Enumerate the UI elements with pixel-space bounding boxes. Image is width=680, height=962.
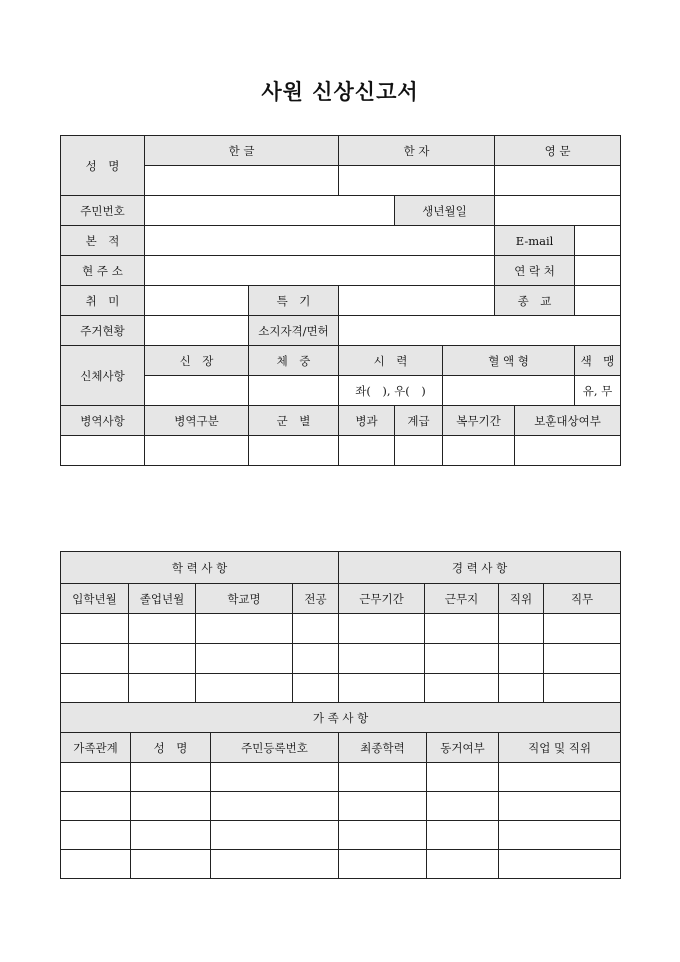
career-period-field[interactable] [339, 674, 425, 704]
family-name-field[interactable] [131, 821, 211, 850]
edu-major-field[interactable] [293, 614, 339, 644]
address-field[interactable] [145, 256, 495, 286]
family-cohabit-field[interactable] [427, 821, 499, 850]
eyesight-header: 시 력 [339, 346, 443, 376]
family-relation-field[interactable] [61, 821, 131, 850]
career-section-header: 경 력 사 항 [339, 552, 621, 584]
hobby-field[interactable] [145, 286, 249, 316]
birth-date-field[interactable] [495, 196, 621, 226]
edu-school-field[interactable] [196, 614, 293, 644]
military-branch-field[interactable] [249, 436, 339, 466]
physical-label: 신체사항 [61, 346, 145, 406]
edu-graduation-date-header: 졸업년월 [129, 584, 196, 614]
name-english-header: 영 문 [495, 136, 621, 166]
edu-graduation-date-field[interactable] [129, 674, 196, 704]
edu-entry-date-field[interactable] [61, 644, 129, 674]
hometown-label: 본 적 [61, 226, 145, 256]
family-cohabit-field[interactable] [427, 763, 499, 792]
family-table [60, 702, 621, 879]
housing-field[interactable] [145, 316, 249, 346]
family-resident-no-field[interactable] [211, 792, 339, 821]
family-name-field[interactable] [131, 792, 211, 821]
contact-field[interactable] [575, 256, 621, 286]
career-period-field[interactable] [339, 614, 425, 644]
military-specialty-field[interactable] [339, 436, 395, 466]
name-hanja-header: 한 자 [339, 136, 495, 166]
edu-graduation-date-field[interactable] [129, 614, 196, 644]
blood-type-field[interactable] [443, 376, 575, 406]
eyesight-field[interactable]: 좌( ), 우( ) [339, 376, 443, 406]
address-label: 현 주 소 [61, 256, 145, 286]
career-workplace-header: 근무지 [425, 584, 499, 614]
family-relation-header: 가족관계 [61, 733, 131, 763]
edu-entry-date-field[interactable] [61, 614, 129, 644]
email-label: E-mail [495, 226, 575, 256]
page-title: 사원 신상신고서 [261, 80, 419, 104]
edu-graduation-date-field[interactable] [129, 644, 196, 674]
family-relation-field[interactable] [61, 850, 131, 879]
career-period-header: 근무기간 [339, 584, 425, 614]
religion-label: 종 교 [495, 286, 575, 316]
blood-type-header: 혈 액 형 [443, 346, 575, 376]
family-resident-no-header: 주민등록번호 [211, 733, 339, 763]
edu-major-header: 전공 [293, 584, 339, 614]
table-row [61, 674, 621, 704]
table-row [61, 644, 621, 674]
family-education-field[interactable] [339, 763, 427, 792]
family-section-header: 가 족 사 항 [61, 703, 621, 733]
table-row [61, 614, 621, 644]
height-field[interactable] [145, 376, 249, 406]
birth-date-label: 생년월일 [395, 196, 495, 226]
career-position-field[interactable] [499, 644, 544, 674]
military-branch-header: 군 별 [249, 406, 339, 436]
family-relation-field[interactable] [61, 763, 131, 792]
edu-entry-date-field[interactable] [61, 674, 129, 704]
veteran-header: 보훈대상여부 [515, 406, 621, 436]
family-resident-no-field[interactable] [211, 763, 339, 792]
name-korean-field[interactable] [145, 166, 339, 196]
height-header: 신 장 [145, 346, 249, 376]
family-name-field[interactable] [131, 850, 211, 879]
edu-school-header: 학교명 [196, 584, 293, 614]
veteran-field[interactable] [515, 436, 621, 466]
resident-no-field[interactable] [145, 196, 395, 226]
table-row [61, 792, 621, 821]
weight-field[interactable] [249, 376, 339, 406]
family-cohabit-header: 동거여부 [427, 733, 499, 763]
table-row [61, 763, 621, 792]
license-field[interactable] [339, 316, 621, 346]
military-rank-header: 계급 [395, 406, 443, 436]
hobby-label: 취 미 [61, 286, 145, 316]
military-label: 병역사항 [61, 406, 145, 436]
edu-major-field[interactable] [293, 674, 339, 704]
family-education-field[interactable] [339, 850, 427, 879]
specialty-label: 특 기 [249, 286, 339, 316]
career-workplace-field[interactable] [425, 614, 499, 644]
career-position-header: 직위 [499, 584, 544, 614]
career-workplace-field[interactable] [425, 644, 499, 674]
color-blind-field[interactable]: 유, 무 [575, 376, 621, 406]
family-occupation-field[interactable] [499, 763, 621, 792]
specialty-field[interactable] [339, 286, 495, 316]
military-blank-cell [61, 436, 145, 466]
email-field[interactable] [575, 226, 621, 256]
career-duty-field[interactable] [544, 614, 621, 644]
name-english-field[interactable] [495, 166, 621, 196]
military-type-field[interactable] [145, 436, 249, 466]
hometown-field[interactable] [145, 226, 495, 256]
license-label: 소지자격/면허 [249, 316, 339, 346]
family-resident-no-field[interactable] [211, 850, 339, 879]
career-position-field[interactable] [499, 674, 544, 704]
color-blind-header: 색 맹 [575, 346, 621, 376]
resident-no-label: 주민번호 [61, 196, 145, 226]
name-hanja-field[interactable] [339, 166, 495, 196]
edu-school-field[interactable] [196, 674, 293, 704]
career-position-field[interactable] [499, 614, 544, 644]
contact-label: 연 락 처 [495, 256, 575, 286]
career-duty-header: 직무 [544, 584, 621, 614]
family-education-field[interactable] [339, 792, 427, 821]
family-occupation-field[interactable] [499, 792, 621, 821]
family-cohabit-field[interactable] [427, 850, 499, 879]
education-section-header: 학 력 사 항 [61, 552, 339, 584]
edu-entry-date-header: 입학년월 [61, 584, 129, 614]
housing-label: 주거현황 [61, 316, 145, 346]
edu-school-field[interactable] [196, 644, 293, 674]
name-label: 성 명 [61, 136, 145, 196]
family-cohabit-field[interactable] [427, 792, 499, 821]
career-duty-field[interactable] [544, 674, 621, 704]
family-name-header: 성 명 [131, 733, 211, 763]
career-duty-field[interactable] [544, 644, 621, 674]
religion-field[interactable] [575, 286, 621, 316]
family-occupation-field[interactable] [499, 821, 621, 850]
family-education-field[interactable] [339, 821, 427, 850]
family-resident-no-field[interactable] [211, 821, 339, 850]
service-period-field[interactable] [443, 436, 515, 466]
family-occupation-header: 직업 및 직위 [499, 733, 621, 763]
family-education-header: 최종학력 [339, 733, 427, 763]
family-occupation-field[interactable] [499, 850, 621, 879]
family-relation-field[interactable] [61, 792, 131, 821]
military-rank-field[interactable] [395, 436, 443, 466]
service-period-header: 복무기간 [443, 406, 515, 436]
family-name-field[interactable] [131, 763, 211, 792]
edu-major-field[interactable] [293, 644, 339, 674]
military-specialty-header: 병과 [339, 406, 395, 436]
personal-info-table [60, 135, 621, 466]
career-period-field[interactable] [339, 644, 425, 674]
table-row [61, 850, 621, 879]
table-row [61, 821, 621, 850]
name-korean-header: 한 글 [145, 136, 339, 166]
military-type-header: 병역구분 [145, 406, 249, 436]
weight-header: 체 중 [249, 346, 339, 376]
career-workplace-field[interactable] [425, 674, 499, 704]
